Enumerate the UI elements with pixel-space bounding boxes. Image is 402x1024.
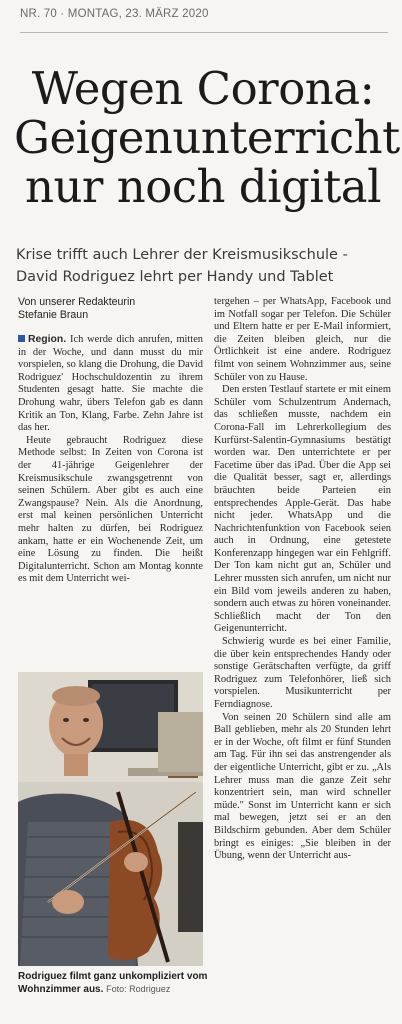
paragraph: Schwierig wurde es bei einer Familie, die über kein entsprechendes Handy oder sonstige Gerätschaften verfügte, da griff Rodriguez zum Telefonhörer, ließ sich vorspielen. Musikunterricht per Ferndiagnose. <box>214 636 391 710</box>
paragraph: Den ersten Testlauf startete er mit einem Schüler vom Schulzentrum Andernach, das schließen musste, nachdem ein Corona-Fall im Lehrerkollegium des Kurfürst-Salentin-Gymnasiums bestätigt worden war. Den unterrichtete er per Facetime über das iPad. Über die App sei die Qualität besser, sagt er, allerdings bräuchten beide Parteien ein entsprechendes Apple-Gerät. Das habe nicht jeder. WhatsApp und die Nachrichtenfunktion von Facebook seien auch in Ordnung, eine getestete Konferenzapp hingegen war ein Fehlgriff. Der Ton kam nicht gut an, Schüler und Lehrer mussten sich anrufen, um nicht nur ein Bild vom jeweils anderen zu haben, sondern auch etwas zu hören voneinander. Schließlich macht der Ton den Geigenunterricht. <box>214 384 391 635</box>
photo-violinist-illustration <box>18 672 203 966</box>
issue-header <box>20 8 388 26</box>
paragraph-text: Ich werde dich anrufen, mitten in der Woche, und dann musst du mir vorspielen, so klang die Drohung, die David Rodriguez' Hochschuldozentin zu ihrem Studenten gesagt hatte. Sie machte die Drohung wahr, übers Telefon gab es dann Kritik an Ton, Klang, Farbe. Zehn Jahre ist das her. <box>18 334 203 434</box>
article-column-left <box>18 296 203 586</box>
photo-credit: Foto: Rodriguez <box>106 984 171 994</box>
headline-line-1: Wegen Corona: <box>31 62 375 115</box>
byline-role: Von unserer Redakteurin <box>18 296 136 308</box>
byline <box>18 296 203 322</box>
article-subheadline <box>16 244 392 288</box>
location-kicker: Region. <box>28 334 67 345</box>
caption-text: Rodriguez filmt ganz unkompliziert vom Wohnzimmer aus. <box>18 971 208 995</box>
subhead-line-1: Krise trifft auch Lehrer der Kreismusikschule - <box>16 247 348 263</box>
article-column-right <box>214 296 391 863</box>
paragraph: tergehen – per WhatsApp, Facebook und im Notfall sogar per Telefon. Die Schüler und Eltern hatte er per E-Mail informiert, die Zeiten bleiben gleich, nur die Örtlichkeit ist eine andere. Rodriguez filmt von seinem Wohnzimmer aus, seine Schüler von zu Hause. <box>214 296 391 383</box>
headline-line-3: nur noch digital <box>24 160 382 213</box>
paragraph <box>18 334 203 435</box>
photo-caption <box>18 970 208 996</box>
headline-line-2: Geigenunterricht <box>14 111 400 164</box>
subhead-line-2: David Rodriguez lehrt per Handy und Tablet <box>16 269 334 285</box>
issue-line: NR. 70 · MONTAG, 23. MÄRZ 2020 <box>20 8 209 20</box>
paragraph: Von seinen 20 Schülern sind alle am Ball geblieben, mehr als 20 Stunden lehrt er in der Woche, oft filmt er fünf Stunden am Tag. Für ihn sei das anstrengender als der eigentliche Unterricht, gibt er zu. „Als Lehrer muss man die ganze Zeit sehr konzentriert sein, man wird schneller müde." Sonst im Unterricht kann er sich mal bewegen, jetzt sei er an den Bildschirm gebunden. Aber dem Schüler bringt es einiges: „Sie bleiben in der Übung, wenn der Unterricht aus- <box>214 711 391 862</box>
section-marker-icon <box>18 335 25 342</box>
header-divider <box>20 32 388 33</box>
article-headline <box>14 62 400 213</box>
paragraph: Heute gebraucht Rodriguez diese Methode selbst: In Zeiten von Corona ist der 41-jährige Geigenlehrer der Kreismusikschule zwangsgetrennt von seinen Schülern. Aber gibt es auch eine Zwangspause? Nein. Als die Anordnung, erst mal keinen persönlichen Unterricht mehr halten zu dürfen, bei Rodriguez ankam, hatte er ein Wochenende Zeit, um eine Lösung zu finden. Die heißt Digitalunterricht. Schon am Montag konnte es mit dem Unterricht wei- <box>18 434 203 585</box>
article-photo <box>18 672 203 966</box>
byline-author: Stefanie Braun <box>18 309 89 321</box>
